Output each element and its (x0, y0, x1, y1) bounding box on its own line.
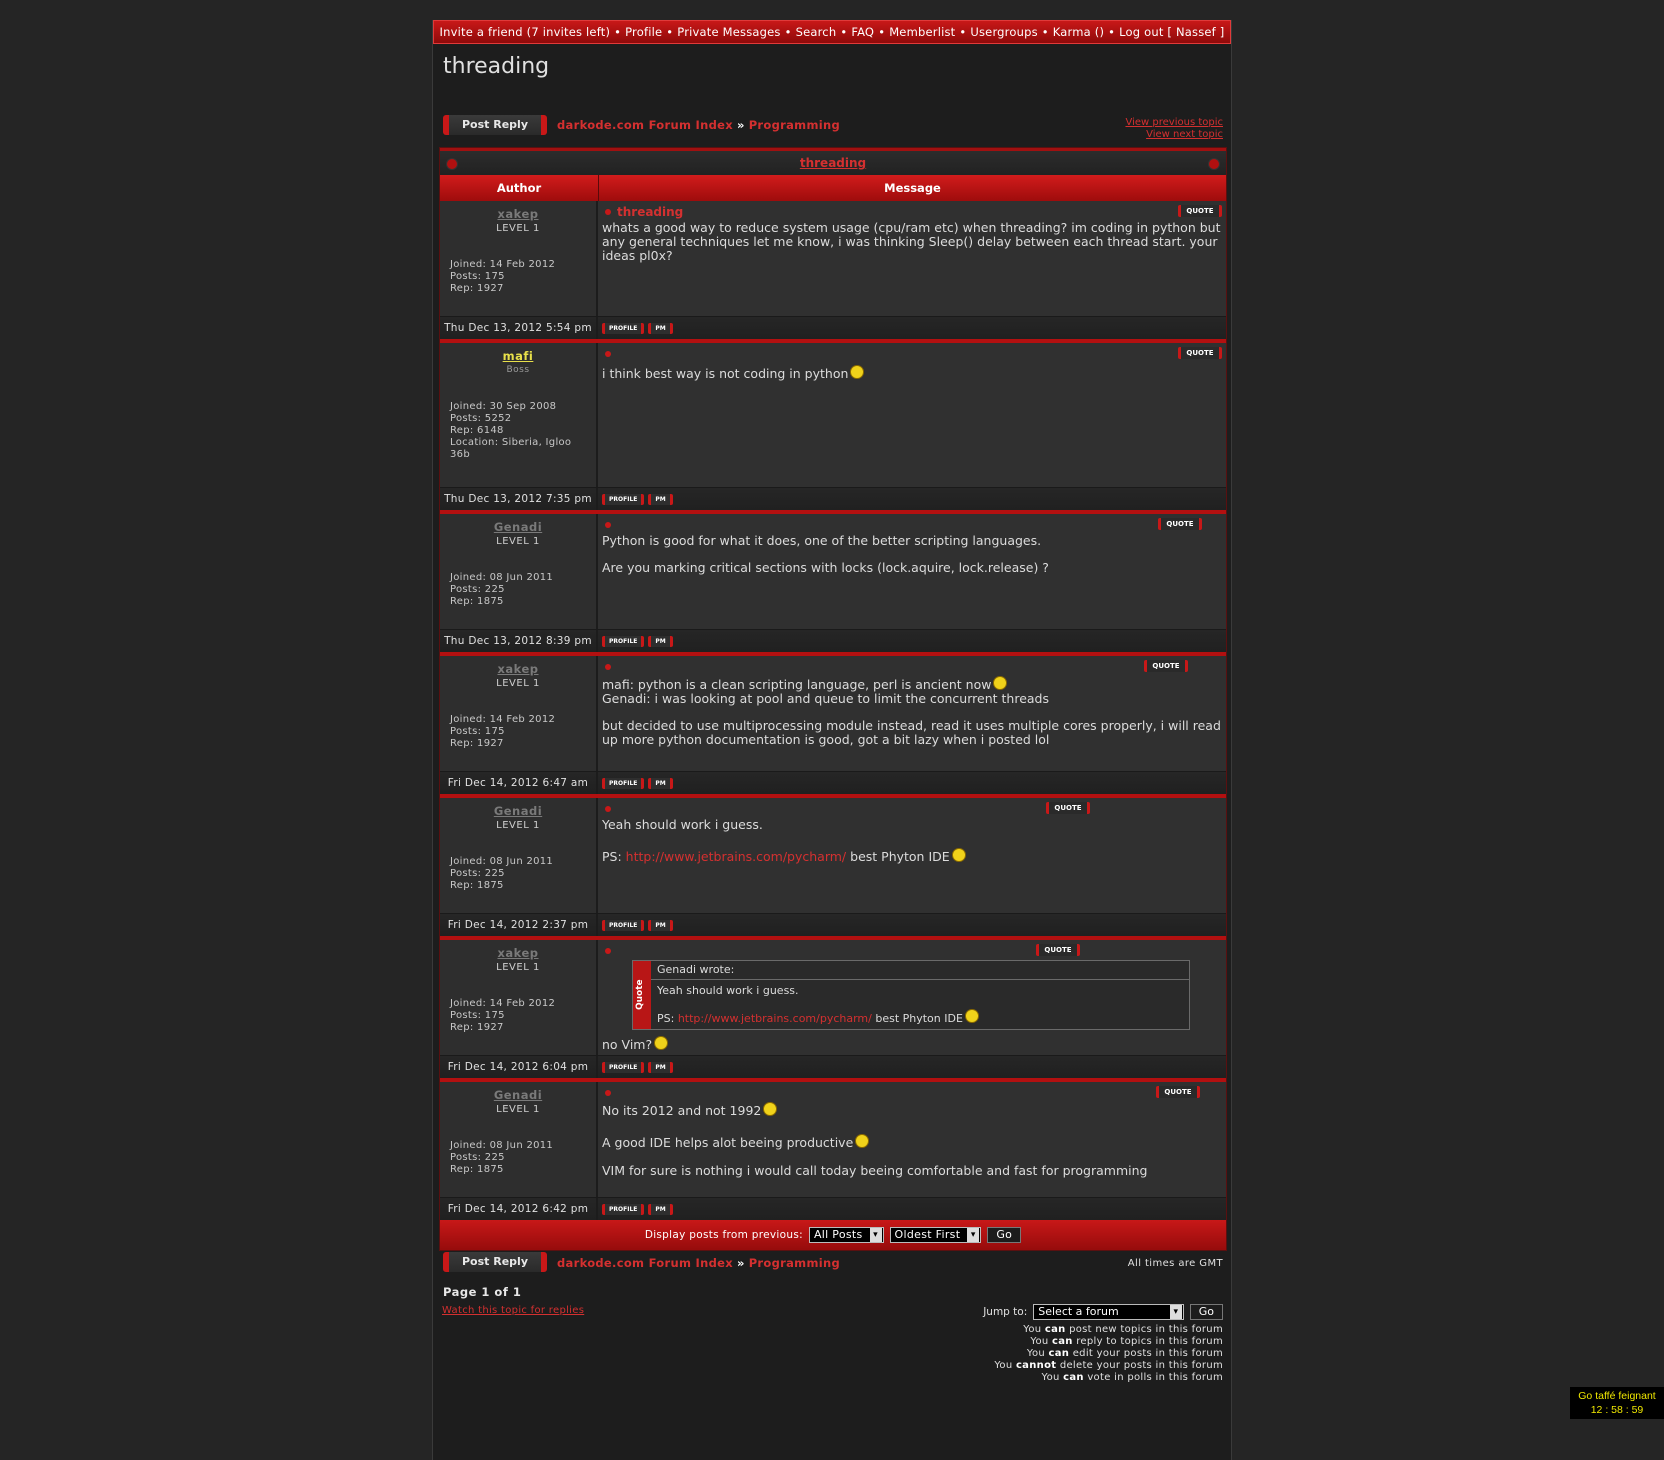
perm-word: can (1048, 1348, 1070, 1359)
post-author-panel (440, 656, 598, 771)
post-text: PS: (602, 849, 622, 864)
author-rep: Rep: 1875 (450, 880, 504, 891)
author-info (450, 259, 590, 295)
post-text: Genadi: i was looking at pool and queue to limit the concurrent threads (602, 691, 1049, 706)
perm-word: cannot (1015, 1360, 1057, 1371)
perm-pre: You (1030, 1336, 1049, 1347)
display-go-button[interactable]: Go (987, 1227, 1021, 1243)
post-meta (440, 317, 1226, 343)
topic-title-link[interactable]: threading (799, 156, 867, 170)
post-text: mafi: python is a clean scripting language, perl is ancient now (602, 677, 992, 692)
post-text: No its 2012 and not 1992 (602, 1103, 762, 1118)
author-name-link[interactable]: Genadi (493, 804, 543, 818)
column-headers (440, 175, 1226, 201)
author-rank: LEVEL 1 (496, 820, 540, 831)
timezone-note: All times are GMT (1127, 1258, 1223, 1269)
author-rank: LEVEL 1 (496, 223, 540, 234)
profile-button[interactable]: PROFILE (602, 636, 644, 647)
perm-pre: You (1026, 1348, 1046, 1359)
perm-pre: You (1041, 1372, 1060, 1383)
author-rank: LEVEL 1 (496, 678, 540, 689)
jump-forum-select[interactable]: Select a forum ▾ (1033, 1304, 1183, 1320)
post-bullet-icon (605, 664, 611, 670)
post-author-panel (440, 1082, 598, 1197)
post-text: whats a good way to reduce system usage (cpu/ram etc) when threading? im coding in python but any general techniques let me know, i was thinking Sleep() delay between each thread start. your ideas pl0x? (602, 220, 1221, 263)
nav-usergroups[interactable]: Usergroups (970, 25, 1038, 39)
perm-post: reply to topics in this forum (1076, 1336, 1223, 1347)
wink-smiley-icon (763, 1102, 777, 1116)
jump-label: Jump to: (983, 1306, 1028, 1318)
wink-smiley-icon (965, 1009, 979, 1023)
quote-button[interactable]: QUOTE (1178, 205, 1222, 217)
jump-to-forum (983, 1304, 1223, 1320)
nav-sep: • (784, 25, 792, 39)
posts-order-select[interactable]: Oldest First ▾ (890, 1227, 982, 1243)
nav-sep: • (878, 25, 886, 39)
posts-range-select[interactable]: All Posts ▾ (809, 1227, 884, 1243)
post-meta (440, 772, 1226, 798)
perm-post: vote in polls in this forum (1087, 1372, 1223, 1383)
topic-header (440, 148, 1226, 175)
pm-button[interactable]: PM (648, 1062, 672, 1073)
author-rank: LEVEL 1 (496, 536, 540, 547)
quote-button[interactable]: QUOTE (1036, 944, 1080, 956)
post-date: Thu Dec 13, 2012 8:39 pm (440, 630, 598, 652)
author-name-link[interactable]: Genadi (493, 520, 543, 534)
post-subject: threading (617, 205, 684, 219)
nav-sep: • (614, 25, 622, 39)
breadcrumb-sep: » (736, 118, 745, 132)
post-bullet-icon (605, 1090, 611, 1096)
profile-button[interactable]: PROFILE (602, 323, 644, 334)
post-date: Fri Dec 14, 2012 2:37 pm (440, 914, 598, 936)
author-posts: Posts: 175 (450, 1010, 505, 1021)
quote-text: Yeah should work i guess. (657, 984, 799, 997)
quote-label: Quote (633, 961, 651, 1029)
display-label: Display posts from previous: (644, 1229, 803, 1241)
post-text: but decided to use multiprocessing module instead, read it uses multiple cores properly, i will read up more python documentation is good, got a bit lazy when i posted lol (602, 718, 1221, 747)
post-text: Python is good for what it does, one of the better scripting languages. (602, 533, 1042, 548)
breadcrumb (557, 118, 840, 132)
author-posts: Posts: 175 (450, 271, 505, 282)
author-rep: Rep: 6148 (450, 425, 504, 436)
author-posts: Posts: 175 (450, 726, 505, 737)
nav-sep: • (959, 25, 967, 39)
nav-faq[interactable]: FAQ (851, 25, 875, 39)
breadcrumb-index-link[interactable]: darkode.com Forum Index (557, 118, 733, 132)
perm-pre: You (994, 1360, 1013, 1371)
post-body (598, 1082, 1226, 1197)
author-name-link[interactable]: xakep (497, 207, 539, 221)
quote-button[interactable]: QUOTE (1158, 518, 1202, 530)
post-text: A good IDE helps alot beeing productive (602, 1135, 854, 1150)
permission-line (994, 1336, 1223, 1348)
profile-button[interactable]: PROFILE (602, 1062, 644, 1073)
post-row (440, 1082, 1226, 1198)
post-date: Thu Dec 13, 2012 5:54 pm (440, 317, 598, 339)
author-rep: Rep: 1927 (450, 1022, 504, 1033)
author-name-link[interactable]: mafi (502, 349, 534, 363)
perm-word: can (1044, 1324, 1066, 1335)
post-author-panel (440, 798, 598, 913)
post-text: i think best way is not coding in python (602, 366, 849, 381)
author-rank: LEVEL 1 (496, 1104, 540, 1115)
quote-button[interactable]: QUOTE (1178, 347, 1222, 359)
author-posts: Posts: 225 (450, 584, 505, 595)
perm-word: can (1052, 1336, 1073, 1347)
quoted-pycharm-link[interactable]: http://www.jetbrains.com/pycharm/ (677, 1012, 872, 1025)
breadcrumb-forum-link[interactable]: Programming (748, 1256, 840, 1270)
perm-post: edit your posts in this forum (1072, 1348, 1223, 1359)
nav-logout[interactable]: Log out [ Nassef ] (1119, 25, 1225, 39)
quote-text: best Phyton IDE (875, 1012, 963, 1025)
permission-line (994, 1324, 1223, 1336)
quote-text: PS: (657, 1012, 675, 1025)
author-posts: Posts: 225 (450, 1152, 505, 1163)
clock-label: Go taffé feignant (1578, 1390, 1656, 1402)
post-date: Fri Dec 14, 2012 6:47 am (440, 772, 598, 794)
post-text: Are you marking critical sections with locks (lock.aquire, lock.release) ? (602, 560, 1049, 575)
quote-block (632, 960, 1190, 1030)
post-bullet-icon (605, 209, 611, 215)
post-row (440, 798, 1226, 914)
post-text: best Phyton IDE (850, 849, 950, 864)
profile-button[interactable]: PROFILE (602, 494, 644, 505)
page-title: threading (443, 54, 550, 79)
perm-pre: You (1023, 1324, 1042, 1335)
post-row (440, 656, 1226, 772)
smiley-icon (850, 365, 864, 379)
author-info (450, 1140, 590, 1176)
breadcrumb-index-link[interactable]: darkode.com Forum Index (557, 1256, 733, 1270)
post-meta (440, 630, 1226, 656)
display-options-bar (440, 1220, 1226, 1250)
post-body (598, 940, 1226, 1055)
post-date: Fri Dec 14, 2012 6:04 pm (440, 1056, 598, 1078)
nav-sep: • (1108, 25, 1116, 39)
quote-author: Genadi wrote: (651, 961, 1189, 980)
profile-button[interactable]: PROFILE (602, 1204, 644, 1215)
post-text: Yeah should work i guess. (602, 817, 763, 832)
post-meta (440, 1056, 1226, 1082)
post-text: no Vim? (602, 1037, 653, 1052)
author-joined: Joined: 14 Feb 2012 (450, 714, 556, 725)
clock-time: 12 : 58 : 59 (1590, 1404, 1644, 1416)
post-reply-button-bottom[interactable]: Post Reply (443, 1252, 547, 1272)
permission-line (994, 1360, 1223, 1372)
post-body (598, 514, 1226, 629)
author-joined: Joined: 30 Sep 2008 (450, 401, 557, 412)
post-meta (440, 488, 1226, 514)
breadcrumb-sep: » (736, 1256, 745, 1270)
wink-smiley-icon (952, 848, 966, 862)
breadcrumb-bottom (557, 1256, 840, 1270)
pm-button[interactable]: PM (648, 778, 672, 789)
post-author-panel (440, 940, 598, 1055)
header-dot-left-icon (446, 158, 458, 170)
profile-button[interactable]: PROFILE (602, 778, 644, 789)
author-rank: Boss (506, 365, 530, 375)
post-date: Thu Dec 13, 2012 7:35 pm (440, 488, 598, 510)
post-body (598, 201, 1226, 316)
post-bullet-icon (605, 806, 611, 812)
top-navigation (433, 20, 1231, 44)
smiley-icon (855, 1134, 869, 1148)
perm-word: can (1063, 1372, 1084, 1383)
post-row (440, 940, 1226, 1056)
author-joined: Joined: 08 Jun 2011 (450, 1140, 554, 1151)
author-joined: Joined: 08 Jun 2011 (450, 856, 554, 867)
perm-post: delete your posts in this forum (1059, 1360, 1223, 1371)
pm-button[interactable]: PM (648, 636, 672, 647)
perm-post: post new topics in this forum (1069, 1324, 1223, 1335)
profile-button[interactable]: PROFILE (602, 920, 644, 931)
nav-memberlist[interactable]: Memberlist (889, 25, 956, 39)
quote-button[interactable]: QUOTE (1046, 802, 1090, 814)
author-joined: Joined: 14 Feb 2012 (450, 259, 556, 270)
forum-permissions (994, 1324, 1223, 1384)
author-posts: Posts: 225 (450, 868, 505, 879)
nav-karma[interactable]: Karma () (1052, 25, 1105, 39)
author-name-link[interactable]: xakep (497, 662, 539, 676)
permission-line (994, 1372, 1223, 1384)
page-wrapper (432, 20, 1232, 1460)
post-bullet-icon (605, 522, 611, 528)
nav-sep: • (840, 25, 848, 39)
author-joined: Joined: 08 Jun 2011 (450, 572, 554, 583)
quote-button[interactable]: QUOTE (1156, 1086, 1200, 1098)
clock-widget (1570, 1387, 1664, 1419)
post-author-panel (440, 514, 598, 629)
nav-invite[interactable]: Invite a friend (7 invites left) (439, 25, 611, 39)
grin-smiley-icon (993, 676, 1007, 690)
pm-button[interactable]: PM (648, 494, 672, 505)
post-text: VIM for sure is nothing i would call today beeing comfortable and fast for programming (602, 1163, 1148, 1178)
nav-search[interactable]: Search (795, 25, 837, 39)
author-info (450, 998, 590, 1034)
author-rep: Rep: 1927 (450, 738, 504, 749)
author-name-link[interactable]: Genadi (493, 1088, 543, 1102)
post-author-panel (440, 201, 598, 316)
breadcrumb-forum-link[interactable]: Programming (748, 118, 840, 132)
message-column-header: Message (884, 181, 941, 195)
nav-profile[interactable]: Profile (625, 25, 663, 39)
jump-go-button[interactable]: Go (1190, 1304, 1223, 1320)
topic-navigation (1125, 117, 1223, 141)
author-rank: LEVEL 1 (496, 962, 540, 973)
watch-topic-link[interactable]: Watch this topic for replies (442, 1305, 585, 1316)
author-rep: Rep: 1927 (450, 283, 504, 294)
post-bullet-icon (605, 351, 611, 357)
post-meta (440, 1198, 1226, 1220)
pm-button[interactable]: PM (648, 920, 672, 931)
post-meta (440, 914, 1226, 940)
pm-button[interactable]: PM (648, 1204, 672, 1215)
nav-sep: • (1041, 25, 1049, 39)
header-dot-right-icon (1208, 158, 1220, 170)
author-info (450, 714, 590, 750)
nav-sep: • (666, 25, 674, 39)
post-date: Fri Dec 14, 2012 6:42 pm (440, 1198, 598, 1220)
view-previous-topic-link[interactable]: View previous topic (1125, 117, 1223, 128)
post-bullet-icon (605, 948, 611, 954)
pycharm-link[interactable]: http://www.jetbrains.com/pycharm/ (625, 849, 847, 864)
author-rep: Rep: 1875 (450, 596, 504, 607)
author-info (450, 572, 590, 608)
posts-table (439, 147, 1227, 1251)
post-body (598, 798, 1226, 913)
post-row (440, 343, 1226, 488)
author-info (450, 856, 590, 892)
author-posts: Posts: 5252 (450, 413, 512, 424)
author-name-link[interactable]: xakep (497, 946, 539, 960)
pm-button[interactable]: PM (648, 323, 672, 334)
quote-button[interactable]: QUOTE (1144, 660, 1188, 672)
author-joined: Joined: 14 Feb 2012 (450, 998, 556, 1009)
permission-line (994, 1348, 1223, 1360)
post-body (598, 656, 1226, 771)
post-author-panel (440, 343, 598, 487)
author-info (450, 401, 590, 461)
view-next-topic-link[interactable]: View next topic (1146, 129, 1223, 140)
laugh-smiley-icon (654, 1036, 668, 1050)
author-location: Location: Siberia, Igloo 36b (450, 437, 572, 460)
nav-private-messages[interactable]: Private Messages (677, 25, 781, 39)
author-rep: Rep: 1875 (450, 1164, 504, 1175)
author-column-header: Author (440, 175, 599, 201)
post-row (440, 201, 1226, 317)
page-number: Page 1 of 1 (443, 1285, 522, 1299)
post-row (440, 514, 1226, 630)
post-body (598, 343, 1226, 487)
post-reply-button[interactable]: Post Reply (443, 115, 547, 135)
